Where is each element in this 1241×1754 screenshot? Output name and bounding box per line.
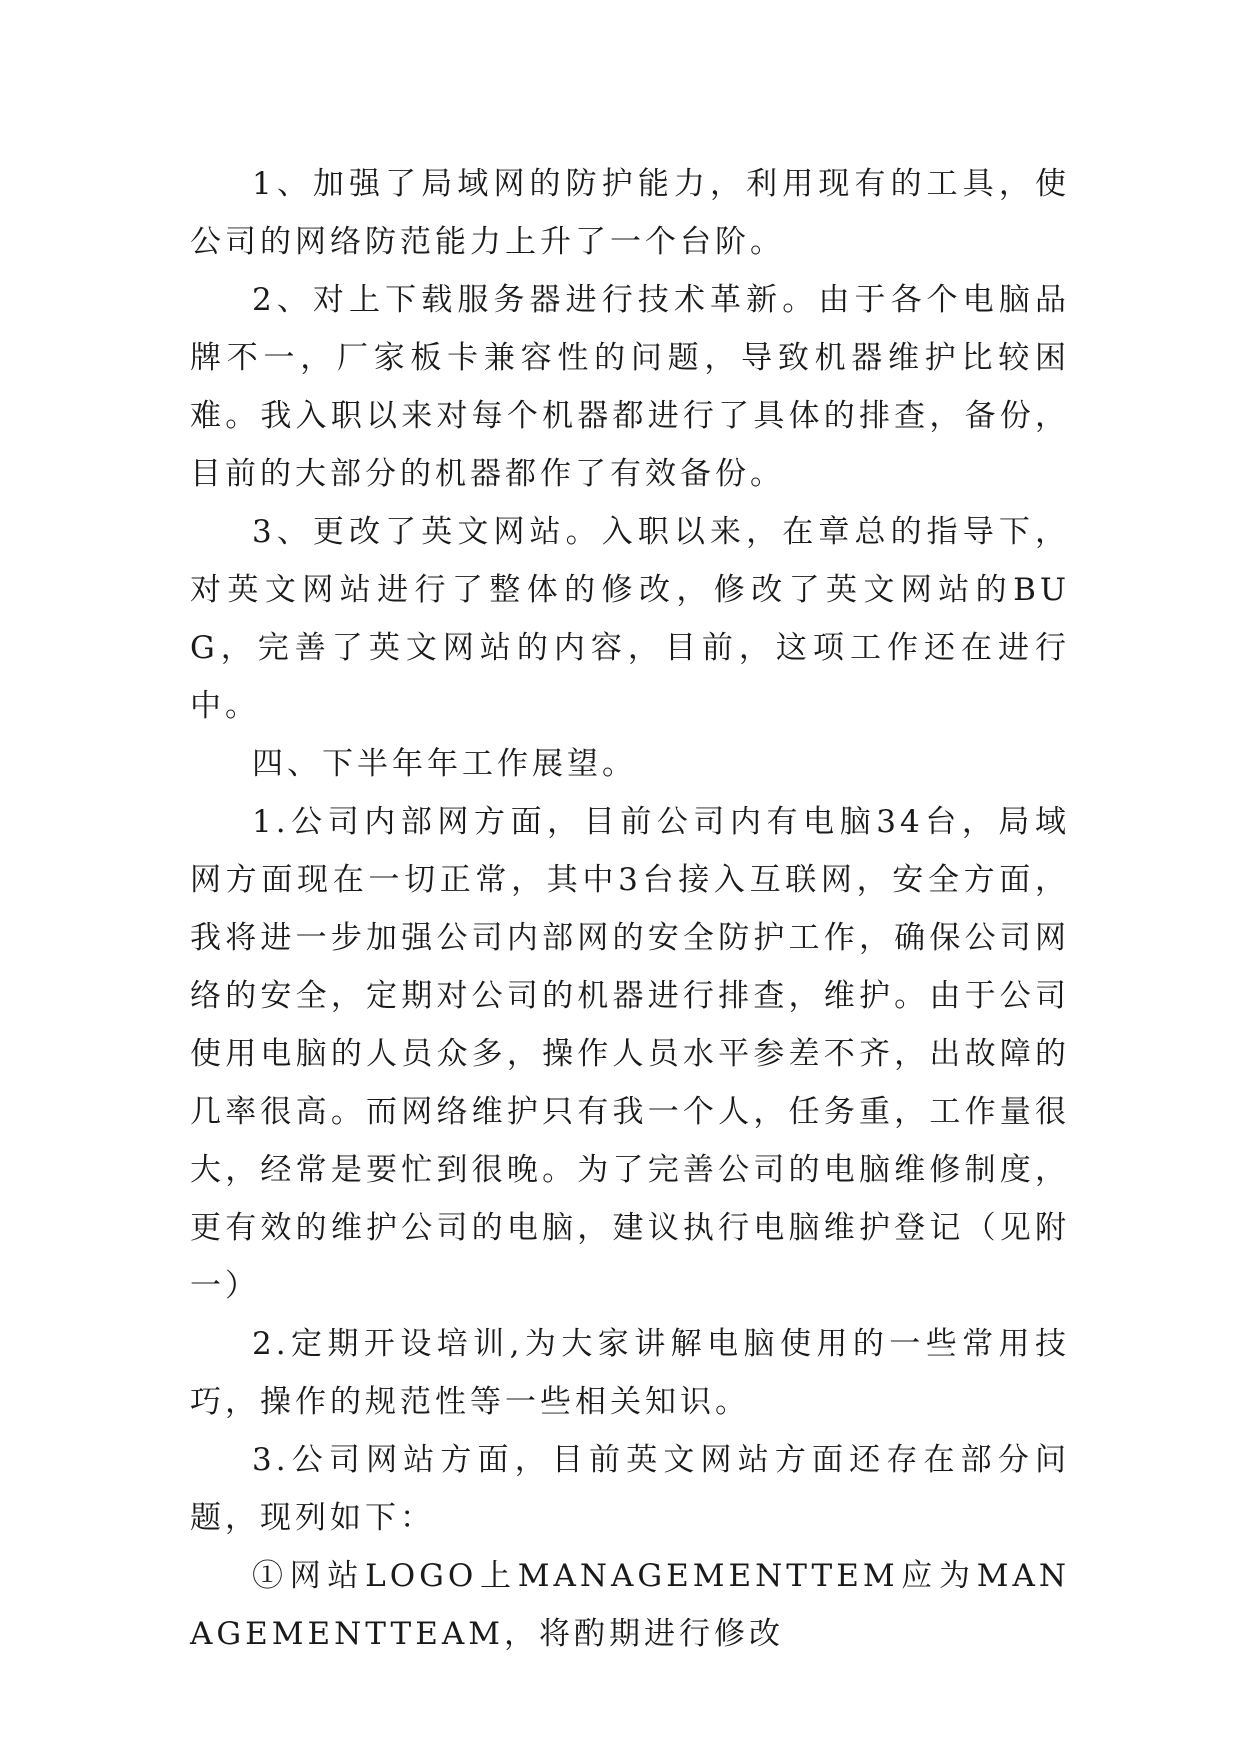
paragraph-5: 2.定期开设培训,为大家讲解电脑使用的一些常用技巧，操作的规范性等一些相关知识。 bbox=[190, 1326, 1070, 1420]
paragraph-6: 3.公司网站方面，目前英文网站方面还存在部分问题，现列如下： bbox=[190, 1442, 1070, 1536]
paragraph-7: ①网站LOGO上MANAGEMENTTEM应为MANAGEMENTTEAM，将酌期进行修改 bbox=[190, 1558, 1070, 1652]
document-body bbox=[190, 155, 1070, 1663]
paragraph-4: 1.公司内部网方面，目前公司内有电脑34台，局域网方面现在一切正常，其中3台接入互联网，安全方面，我将进一步加强公司内部网的安全防护工作，确保公司网络的安全，定期对公司的机器进行排查，维护。由于公司使用电脑的人员众多，操作人员水平参差不齐，出故障的几率很高。而网络维护只有我一个人，任务重，工作量很大，经常是要忙到很晚。为了完善公司的电脑维修制度，更有效的维护公司的电脑，建议执行电脑维护登记（见附一） bbox=[190, 804, 1070, 1304]
paragraph-1: 1、加强了局域网的防护能力，利用现有的工具，使公司的网络防范能力上升了一个台阶。 bbox=[190, 166, 1070, 260]
section-heading: 四、下半年年工作展望。 bbox=[252, 746, 637, 782]
paragraph-2: 2、对上下载服务器进行技术革新。由于各个电脑品牌不一，厂家板卡兼容性的问题，导致机器维护比较困难。我入职以来对每个机器都进行了具体的排查，备份，目前的大部分的机器都作了有效备份。 bbox=[190, 282, 1070, 492]
paragraph-3: 3、更改了英文网站。入职以来，在章总的指导下，对英文网站进行了整体的修改，修改了英文网站的BUG，完善了英文网站的内容，目前，这项工作还在进行中。 bbox=[190, 514, 1070, 724]
